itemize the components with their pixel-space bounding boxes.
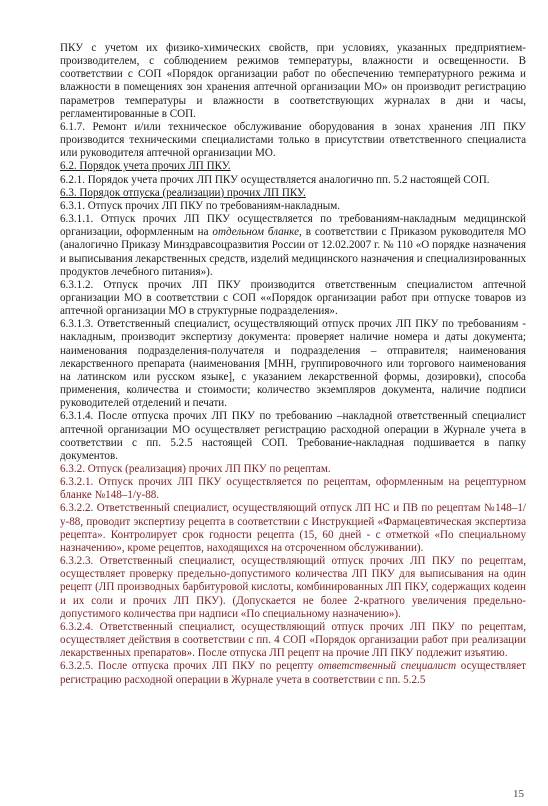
text-segment: 6.3.2.3. Ответственный специалист, осуществляющий отпуск прочих ЛП ПКУ по рецептам, осуществляет проверку предельно-допустимого количества ЛП ПКУ для выписывания на один рецепт (ЛП производных барбитуровой кислоты, комбинированных ЛП ПКУ, содержащих кодеин и их соли и прочих ЛП ПКУ). (Допускается не более 2-кратного увеличения предельно-допустимого количества при надписи «По специальному назначению»).	[60, 555, 526, 620]
paragraph-b5	[60, 187, 526, 200]
paragraph-b11	[60, 463, 526, 476]
text-segment: 6.3. Порядок отпуска (реализации) прочих ЛП ПКУ.	[60, 186, 306, 199]
paragraph-b1	[60, 42, 526, 121]
text-segment: 6.3.1.1. Отпуск прочих ЛП ПКУ осуществляется по требованиям-накладным медицинской организации, оформленным на	[60, 213, 526, 239]
text-segment: 6.3.2.5. После отпуска прочих ЛП ПКУ по рецепту	[60, 660, 319, 673]
text-segment: 6.3.1.3. Ответственный специалист, осуществляющий отпуск прочих ЛП ПКУ по требованиям - накладным, производит экспертизу документа: проверяет наличие номера и даты документа; наименования подразделения-получателя и подразделения – отправителя; наименования лекарственного препарата (наименования [МНН, группировочного или торгового наименования на латинском или русском языке], с указанием лекарственной формы, дозировки), способа применения, количества и стоимости; количество экземпляров документа, наличие подписи руководителей отделений и печати.	[60, 318, 526, 410]
text-segment: ПКУ с учетом их физико-химических свойств, при условиях, указанных предприятием-производителем, с соблюдением режимов температуры, влажности и освещенности. В соответствии с СОП «Порядок организации работ по обеспечению температурного режима и влажности в помещениях зон хранения аптечной организации МО» он производит регистрацию параметров температуры и влажности в соответствующих журналах в дни и часы, регламентированные в СОП.	[60, 42, 526, 120]
paragraph-b13	[60, 502, 526, 555]
text-segment: 6.3.2.1. Отпуск прочих ЛП ПКУ осуществляется по рецептам, оформленным на рецептурном бланке №148–1/у-88.	[60, 476, 526, 502]
text-segment: 6.3.1. Отпуск прочих ЛП ПКУ по требованиям-накладным.	[60, 199, 341, 212]
paragraph-b6	[60, 200, 526, 213]
text-segment: 6.3.1.4. После отпуска прочих ЛП ПКУ по требованию –накладной ответственный специалист аптечной организации МО осуществляет регистрацию расходной операции в Журнале учета в соответствии с пп. 5.2.5 настоящей СОП. Требование-накладная подшивается в папку документов.	[60, 410, 526, 462]
paragraph-b10	[60, 410, 526, 463]
paragraph-b4	[60, 174, 526, 187]
text-segment: 6.3.1.2. Отпуск прочих ЛП ПКУ производится ответственным специалистом аптечной организации МО в соответствии с СОП ««Порядок организации работ при отпуске товаров из аптечной организации МО в структурные подразделения».	[60, 278, 526, 318]
paragraph-b2	[60, 121, 526, 160]
text-segment: 6.3.2. Отпуск (реализация) прочих ЛП ПКУ по рецептам.	[60, 463, 331, 475]
text-segment: 6.3.2.4. Ответственный специалист, осуществляющий отпуск прочих ЛП ПКУ по рецептам, осуществляет действия в соответствии с пп. 4 СОП «Порядок организации работ при реализации лекарственных препаратов». После отпуска ЛП рецепт на прочие ЛП ПКУ подлежит изъятию.	[60, 620, 526, 660]
paragraph-b3	[60, 160, 526, 173]
paragraph-b8	[60, 279, 526, 318]
paragraph-b12	[60, 476, 526, 502]
text-segment: 6.1.7. Ремонт и/или техническое обслуживание оборудования в зонах хранения ЛП ПКУ производится техническими специалистами только в присутствии ответственного специалиста или руководителя аптечной организации МО.	[60, 120, 526, 160]
paragraph-b14	[60, 555, 526, 621]
text-segment: 6.3.2.2. Ответственный специалист, осуществляющий отпуск ЛП НС и ПВ по рецептам №148–1/у-88, проводит экспертизу рецепта в соответствии с Инструкцией «Фармацевтическая экспертиза рецепта». Контролирует срок годности рецепта (15, 60 дней - с отметкой «По специальному назначению», кроме рецептов, находящихся на отсроченном обслуживании).	[60, 502, 526, 554]
text-segment: отдельном бланке	[212, 226, 300, 239]
text-segment: 6.2.1. Порядок учета прочих ЛП ПКУ осуществляется аналогично пп. 5.2 настоящей СОП.	[60, 173, 490, 186]
paragraph-b7	[60, 213, 526, 279]
document-body	[60, 42, 526, 687]
text-segment: 6.2. Порядок учета прочих ЛП ПКУ.	[60, 160, 231, 173]
text-segment: осуществляет регистрацию расходной операции в Журнале учета в соответствии с пп. 5.2.5	[60, 660, 526, 686]
paragraph-b9	[60, 318, 526, 410]
text-segment: , в соответствии с Приказом руководителя МО (аналогично Приказу Минздравсоцразвития России от 12.02.2007 г. № 110 «О порядке назначения и выписывания лекарственных средств, изделий медицинского назначения и специализированных продуктов лечебного питания»).	[60, 226, 526, 278]
page-number: 15	[513, 788, 524, 800]
paragraph-b16	[60, 660, 526, 686]
paragraph-b15	[60, 621, 526, 660]
text-segment: ответственный специалист	[318, 660, 457, 673]
